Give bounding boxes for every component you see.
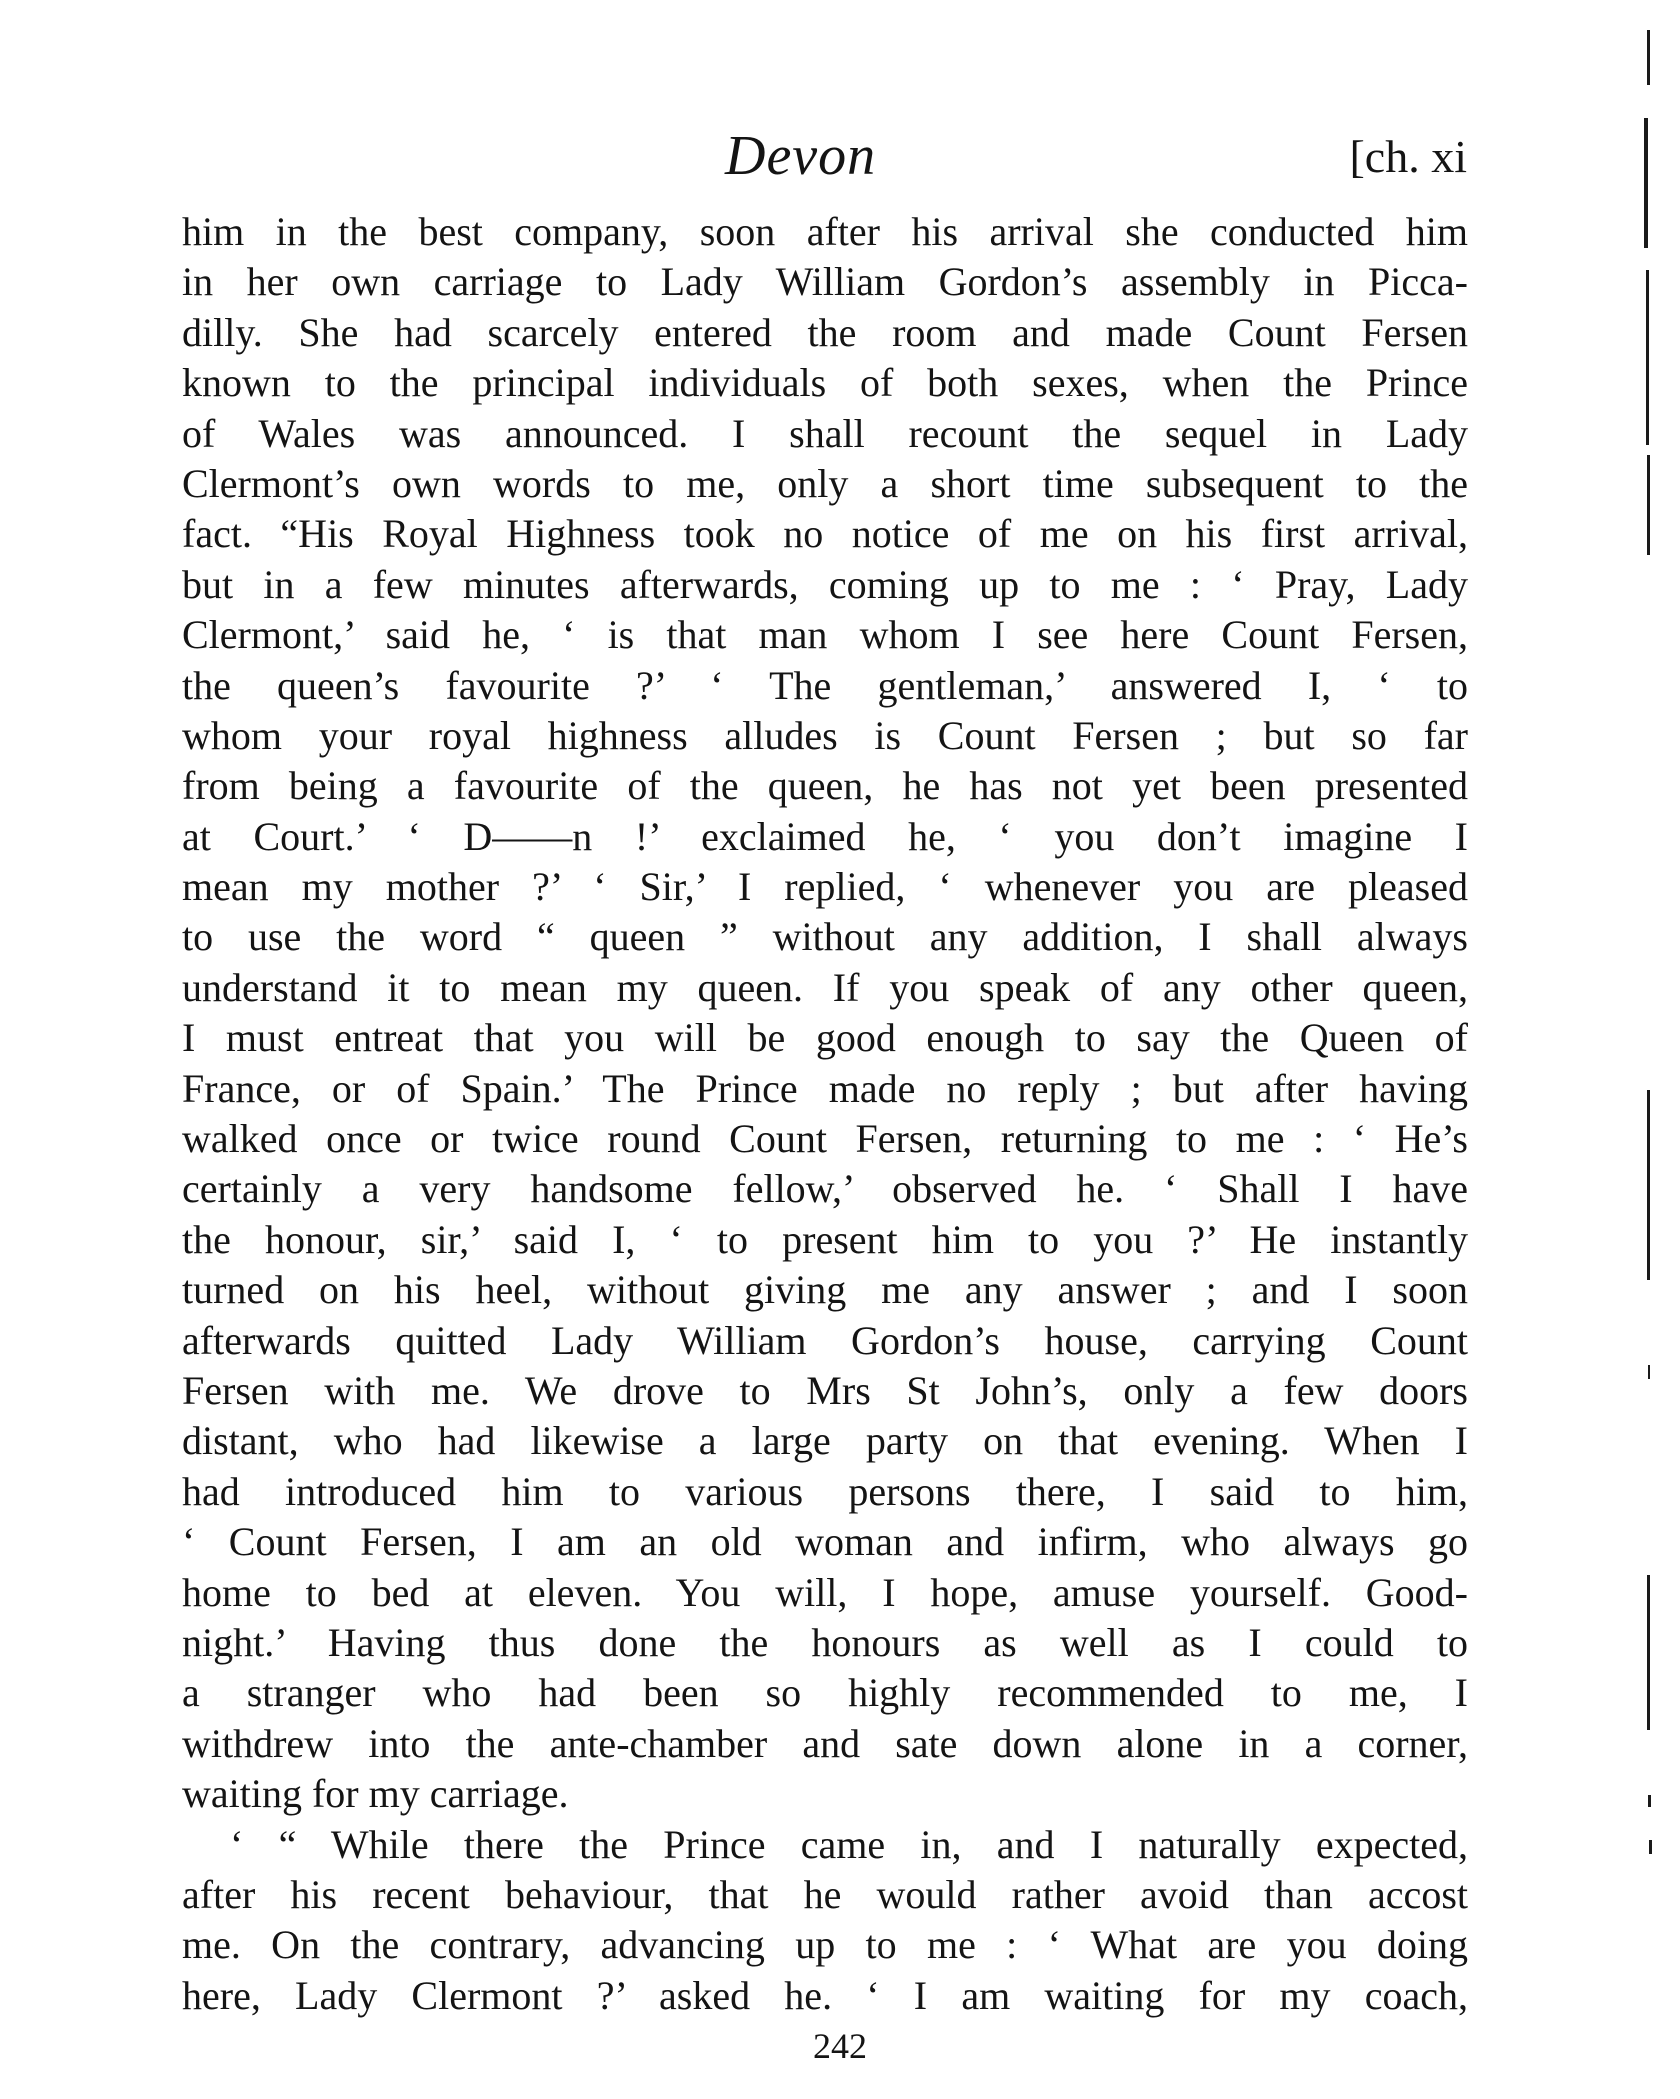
text-line: afterwards quitted Lady William Gordon’s house, carrying Count [182,1317,1468,1363]
text-line: night.’ Having thus done the honours as well as I could to [182,1619,1468,1665]
text-line: mean my mother ?’ ‘ Sir,’ I replied, ‘ whenever you are pleased [182,864,1468,910]
text-line: from being a favourite of the queen, he has not yet been presented [182,763,1468,809]
page-number: 242 [813,2026,867,2066]
text-line: ‘ “ While there the Prince came in, and I naturally expected, [230,1821,1468,1867]
text-line: at Court.’ ‘ D——n !’ exclaimed he, ‘ you don’t imagine I [182,813,1468,859]
scan-edge-mark [1647,1575,1650,1730]
text-line: ‘ Count Fersen, I am an old woman and infirm, who always go [182,1519,1468,1565]
text-line: distant, who had likewise a large party on that evening. When I [182,1418,1468,1464]
text-line: had introduced him to various persons there, I said to him, [182,1468,1468,1514]
text-line: to use the word “ queen ” without any addition, I shall always [182,914,1468,960]
text-line: whom your royal highness alludes is Count Fersen ; but so far [182,712,1468,758]
scan-edge-mark [1646,270,1649,445]
text-line: a stranger who had been so highly recommended to me, I [182,1670,1468,1716]
scan-edge-mark [1647,455,1650,555]
text-line: waiting for my carriage. [182,1771,569,1817]
running-head-title: Devon [725,125,877,187]
text-line: of Wales was announced. I shall recount the sequel in Lady [182,410,1468,456]
text-line: I must entreat that you will be good enough to say the Queen of [182,1015,1468,1061]
text-line: the honour, sir,’ said I, ‘ to present him to you ?’ He instantly [182,1216,1468,1262]
text-line: fact. “His Royal Highness took no notice of me on his first arrival, [182,511,1468,557]
text-line: Clermont,’ said he, ‘ is that man whom I see here Count Fersen, [182,612,1468,658]
scan-edge-mark [1647,30,1650,85]
text-line: withdrew into the ante-chamber and sate down alone in a corner, [182,1720,1468,1766]
text-line: but in a few minutes afterwards, coming up to me : ‘ Pray, Lady [182,561,1468,607]
text-line: in her own carriage to Lady William Gordon’s assembly in Picca- [182,259,1468,305]
text-line: here, Lady Clermont ?’ asked he. ‘ I am waiting for my coach, [182,1972,1468,2018]
text-line: turned on his heel, without giving me any answer ; and I soon [182,1267,1468,1313]
scan-edge-mark [1647,1090,1650,1280]
scan-edge-mark [1648,1365,1650,1379]
text-line: dilly. She had scarcely entered the room and made Count Fersen [182,309,1468,355]
text-line: Fersen with me. We drove to Mrs St John’s, only a few doors [182,1367,1468,1413]
text-line: him in the best company, soon after his arrival she conducted him [182,209,1468,254]
text-line: certainly a very handsome fellow,’ observed he. ‘ Shall I have [182,1166,1468,1212]
text-line: me. On the contrary, advancing up to me : ‘ What are you doing [182,1922,1468,1968]
text-line: after his recent behaviour, that he would rather avoid than accost [182,1871,1468,1917]
scan-edge-mark [1649,1840,1652,1854]
text-line: walked once or twice round Count Fersen, returning to me : ‘ He’s [182,1116,1468,1162]
text-line: France, or of Spain.’ The Prince made no reply ; but after having [182,1065,1468,1111]
scan-edge-mark [1644,118,1648,248]
body-text [182,207,1468,2021]
running-head-chapter: [ch. xi [1349,131,1467,182]
text-line: Clermont’s own words to me, only a short time subsequent to the [182,460,1468,506]
scan-edge-mark [1648,1795,1651,1807]
text-line: the queen’s favourite ?’ ‘ The gentleman,’ answered I, ‘ to [182,662,1468,708]
text-line: understand it to mean my queen. If you speak of any other queen, [182,964,1468,1010]
text-line: home to bed at eleven. You will, I hope, amuse yourself. Good- [182,1569,1468,1615]
text-line: known to the principal individuals of both sexes, when the Prince [182,360,1468,406]
